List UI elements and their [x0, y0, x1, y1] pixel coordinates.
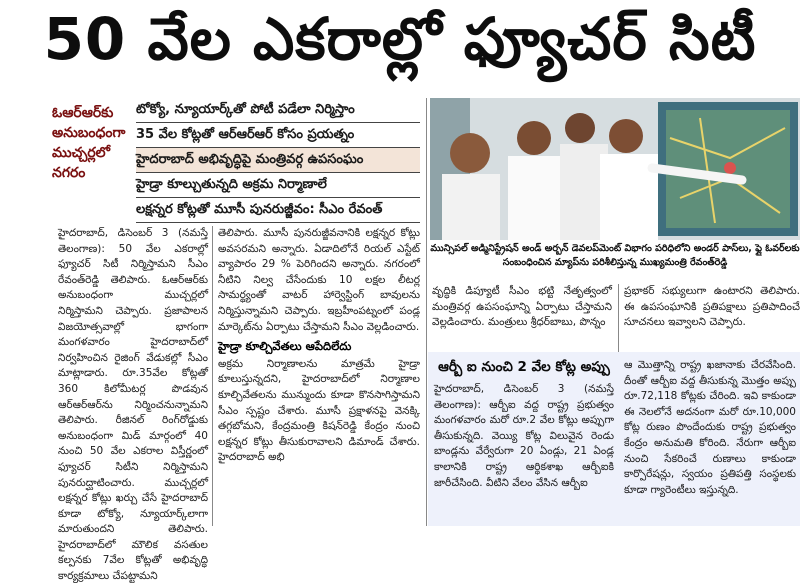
body-column-3: వృద్ధికి డిప్యూటీ సీఎం భట్టి నేతృత్వంలో మంత్రివర్గ ఉపసంఘాన్ని ఏర్పాటు చేస్తామని వెల్లడించారు. మంత్రులు శ్రీధర్‌బాబు, పొన్నం [432, 285, 612, 329]
body-column-4: ప్రభాకర్ సభ్యులుగా ఉంటారని తెలిపారు. ఈ ఉపసంఘానికి ప్రతిపక్షాలు ప్రతిపాదించే సూచనలు ఇవ్వాలని చెప్పారు. [624, 285, 800, 329]
person-head-3 [565, 113, 595, 143]
body-column-2 [218, 226, 420, 526]
body-paragraph: తెలిపారు. మూసీ పునరుజ్జీవనానికి లక్షన్నర కోట్లు అవసరమని అన్నారు. ఏడాదిలోనే రియల్ ఎస్టేట్ వ్యాపారం 29 % పెరిగిందని అన్నారు. నగరంలో నీటిని నిల్వ చేసేందుకు 10 లక్షల లీటర్ల సామర్థ్యంతో వాటర్ హార్వెస్టింగ్ బావులను నిర్మిస్తున్నామని చెప్పారు. ఇబ్రహీంపట్నంలో పండ్ల మార్కెట్‌ను ఏర్పాటు చేస్తామని సీఎం వెల్లడించారు. [218, 227, 420, 333]
side-label: ఓఆర్ఆర్‌కు అనుబంధంగా ముచ్చర్లలో నగరం [52, 105, 126, 181]
deck-line: 35 వేల కోట్లతో ఆర్ఆర్ఆర్ కోసం ప్రయత్నం [136, 123, 420, 148]
person-head-2 [517, 121, 551, 155]
sidebar-story-headline: ఆర్బీ ఐ నుంచి 2 వేల కోట్ల అప్పు [438, 359, 610, 375]
deck-line: హైదరాబాద్ అభివృద్ధిపై మంత్రివర్గ ఉపసంఘం [136, 148, 420, 173]
column-divider [426, 98, 427, 526]
body-column-1: హైదరాబాద్, డిసెంబర్ 3 (నమస్తే తెలంగాణ): 50 వేల ఎకరాల్లో ఫ్యూచర్ సిటీ నిర్మిస్తామని సీఎం రేవంత్‌రెడ్డి తెలిపారు. ఓఆర్ఆర్‌కు అనుబంధంగా ముచ్చర్లలో నిర్మిస్తామని చెప్పారు. ప్రజాపాలన విజయోత్సవాల్లో భాగంగా మంగళవారం హైదరాబాద్‌లో నిర్వహించిన రైజింగ్ వేడుకల్లో సీఎం మాట్లాడారు. రూ.35వేల కోట్లతో 360 కిలోమీటర్ల పొడవున ఆర్ఆర్ఆర్‌ను నిర్మించనున్నామని తెలిపారు. రీజినల్ రింగ్‌రోడ్డుకు అనుబంధంగా మిడ్ మార్గంలో 40 నుంచి 50 వేల ఎకరాల విస్తీర్ణంలో ఫ్యూచర్ సిటీని నిర్మిస్తామని పునరుద్ఘాటించారు. ముచ్చర్లలో లక్షన్నర కోట్లు ఖర్చు చేసే హైదరాబాద్‌ కూడా టోక్యో, న్యూయార్క్‌లాగా మారుతుందని తెలిపారు. హైదరాబాద్‌లో మౌలిక వసతుల కల్పనకు 7వేల కోట్లతో అభివృద్ధి కార్యక్రమాలు చేపట్టామని [58, 227, 208, 583]
photo-illustration [430, 98, 800, 240]
subheading: హైడ్రా కూల్చివేతలు ఆపేదిలేదు [218, 339, 352, 354]
photo-caption: మున్సిపల్ అడ్మినిస్ట్రేషన్ అండ్ అర్బన్ డెవలప్‌మెంట్ విభాగం పరిధిలోని అండర్ పాస్‌లు, ఫ్లై ఓవర్‌లకు సంబంధించిన మ్యాప్‌ను పరిశీలిస్తున్న ముఖ్యమంత్రి రేవంత్‌రెడ్డి [430, 243, 800, 268]
person-body-2 [508, 156, 564, 240]
deck-line: లక్షన్నర కోట్లతో మూసీ పునరుజ్జీవం: సీఎం రేవంత్ [136, 198, 420, 223]
news-photo [430, 98, 800, 240]
person-head-4 [609, 119, 643, 153]
headline: 50 వేల ఎకరాల్లో ఫ్యూచర్ సిటీ [43, 4, 757, 73]
column-divider [212, 226, 213, 526]
deck-headlines [136, 98, 420, 223]
person-body-1 [442, 174, 500, 240]
map-marker [724, 162, 736, 174]
body-paragraph: అక్రమ నిర్మాణాలను మాత్రమే హైడ్రా కూలుస్తున్నదని, హైదరాబాద్‌లో నిర్మాణాల కూల్చివేతలను మున్ముందు కూడా కొనసాగిస్తామని సీఎం స్పష్టం చేశారు. మూసీ ప్రక్షాళనపై వెనక్కి తగ్గబోమని, కేంద్రమంత్రి కిషన్‌రెడ్డి కేంద్రం నుంచి లక్షన్నర కోట్లు తీసుకురావాలని డిమాండ్ చేశారు. హైదరాబాద్ అభి [218, 357, 420, 464]
deck-line: టోక్యో, న్యూయార్క్‌తో పోటీ పడేలా నిర్మిస్తాం [136, 98, 420, 123]
sidebar-story-column-1: హైదరాబాద్, డిసెంబర్ 3 (నమస్తే తెలంగాణ): ఆర్బీఐ వద్ద రాష్ట్ర ప్రభుత్వం మంగళవారం మరో రూ.2 వేల కోట్లు అప్పుగా తీసుకున్నది. వెయ్యి కోట్ల విలువైన రెండు బాండ్లను వేర్వేరుగా 20 ఏండ్లు, 21 ఏండ్ల కాలానికి రాష్ట్ర ఆర్థికశాఖ ఆర్బీఐకి జారీచేసింది. వీటిని వేలం వేసిన ఆర్బీఐ [434, 383, 614, 489]
person-head-1 [450, 133, 490, 173]
sidebar-story-column-2: ఆ మొత్తాన్ని రాష్ట్ర ఖజానాకు చేరవేసింది. దీంతో ఆర్బీఐ వద్ద తీసుకున్న మొత్తం అప్పు రూ.72,118 కోట్లకు చేరింది. ఇవి కాకుండా ఈ నెలలోనే అదనంగా మరో రూ.10,000 కోట్ల రుణం పొందేందుకు రాష్ట్ర ప్రభుత్వం కేంద్రం అనుమతి కోరింది. నేరుగా ఆర్బీఐ నుంచి సేకరించే రుణాలు కాకుండా కార్పొరేషన్లు, స్వయం ప్రతిపత్తి సంస్థలకు కూడా గ్యారెంటీలు ఇస్తున్నది. [624, 359, 796, 496]
deck-line: హైడ్రా కూల్చుతున్నది అక్రమ నిర్మాణాలే [136, 173, 420, 198]
